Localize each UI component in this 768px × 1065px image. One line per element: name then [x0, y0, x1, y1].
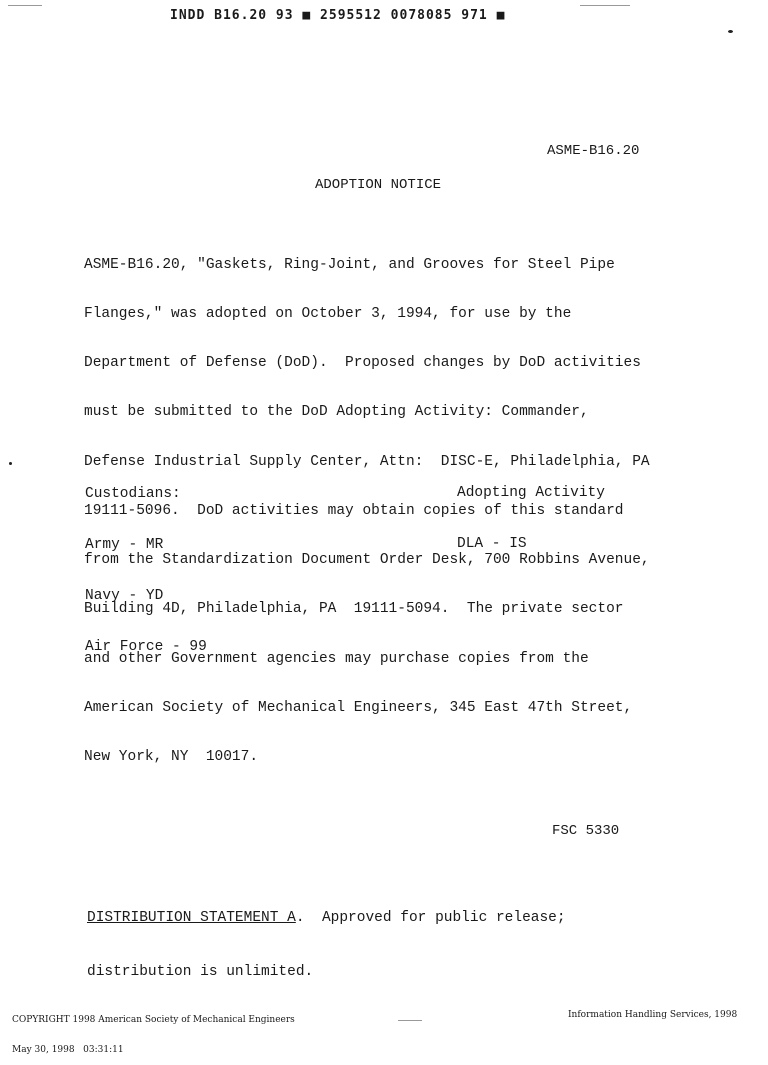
body-line: Department of Defense (DoD). Proposed changes by DoD activities [84, 355, 641, 372]
body-line: Building 4D, Philadelphia, PA 19111-5094. The private sector [84, 601, 624, 618]
copyright-date: May 30, 1998 03:31:11 [12, 1045, 124, 1055]
adopting-activity-block [457, 451, 605, 570]
header-code: INDD B16.20 93 ■ 2595512 0078085 971 ■ [170, 8, 506, 23]
custodians-heading: Custodians: [85, 486, 181, 502]
body-line: and other Government agencies may purchase copies from the [84, 650, 589, 667]
fsc-code: FSC 5330 [552, 823, 620, 839]
scan-mark [398, 1020, 422, 1021]
adopting-heading: Adopting Activity [457, 485, 605, 501]
body-line: from the Standardization Document Order Desk, 700 Robbins Avenue, [84, 552, 650, 569]
custodian-line: Army - MR [85, 537, 164, 553]
body-line: ASME-B16.20, "Gaskets, Ring-Joint, and Grooves for Steel Pipe [84, 256, 615, 273]
body-line: Flanges," was adopted on October 3, 1994, for use by the [84, 306, 572, 323]
page-title: ADOPTION NOTICE [315, 177, 442, 193]
scan-speck [9, 462, 12, 465]
body-line: New York, NY 10017. [84, 749, 259, 765]
scan-mark [8, 5, 42, 6]
custodians-block [85, 452, 207, 673]
distribution-label: DISTRIBUTION STATEMENT A [87, 910, 296, 926]
copyright-line: COPYRIGHT 1998 American Society of Mechanical Engineers [12, 1015, 295, 1025]
adopting-line: DLA - IS [457, 536, 527, 552]
body-line: must be submitted to the DoD Adopting Activity: Commander, [84, 404, 589, 421]
distribution-statement [87, 873, 566, 999]
distribution-text-1: . Approved for public release; [295, 910, 566, 926]
copyright-footer [12, 995, 295, 1065]
body-line: 19111-5096. DoD activities may obtain copies of this standard [84, 502, 624, 519]
body-line: Defense Industrial Supply Center, Attn: DISC-E, Philadelphia, PA [84, 453, 650, 470]
scan-mark [580, 5, 630, 6]
custodian-line: Air Force - 99 [85, 639, 207, 655]
body-line: American Society of Mechanical Engineers, 345 East 47th Street, [84, 699, 633, 716]
ihs-footer: Information Handling Services, 1998 [568, 1010, 738, 1020]
scan-speck [728, 30, 733, 33]
custodian-line: Navy - YD [85, 588, 164, 604]
document-id: ASME-B16.20 [547, 143, 640, 159]
distribution-text-2: distribution is unlimited. [87, 964, 314, 980]
